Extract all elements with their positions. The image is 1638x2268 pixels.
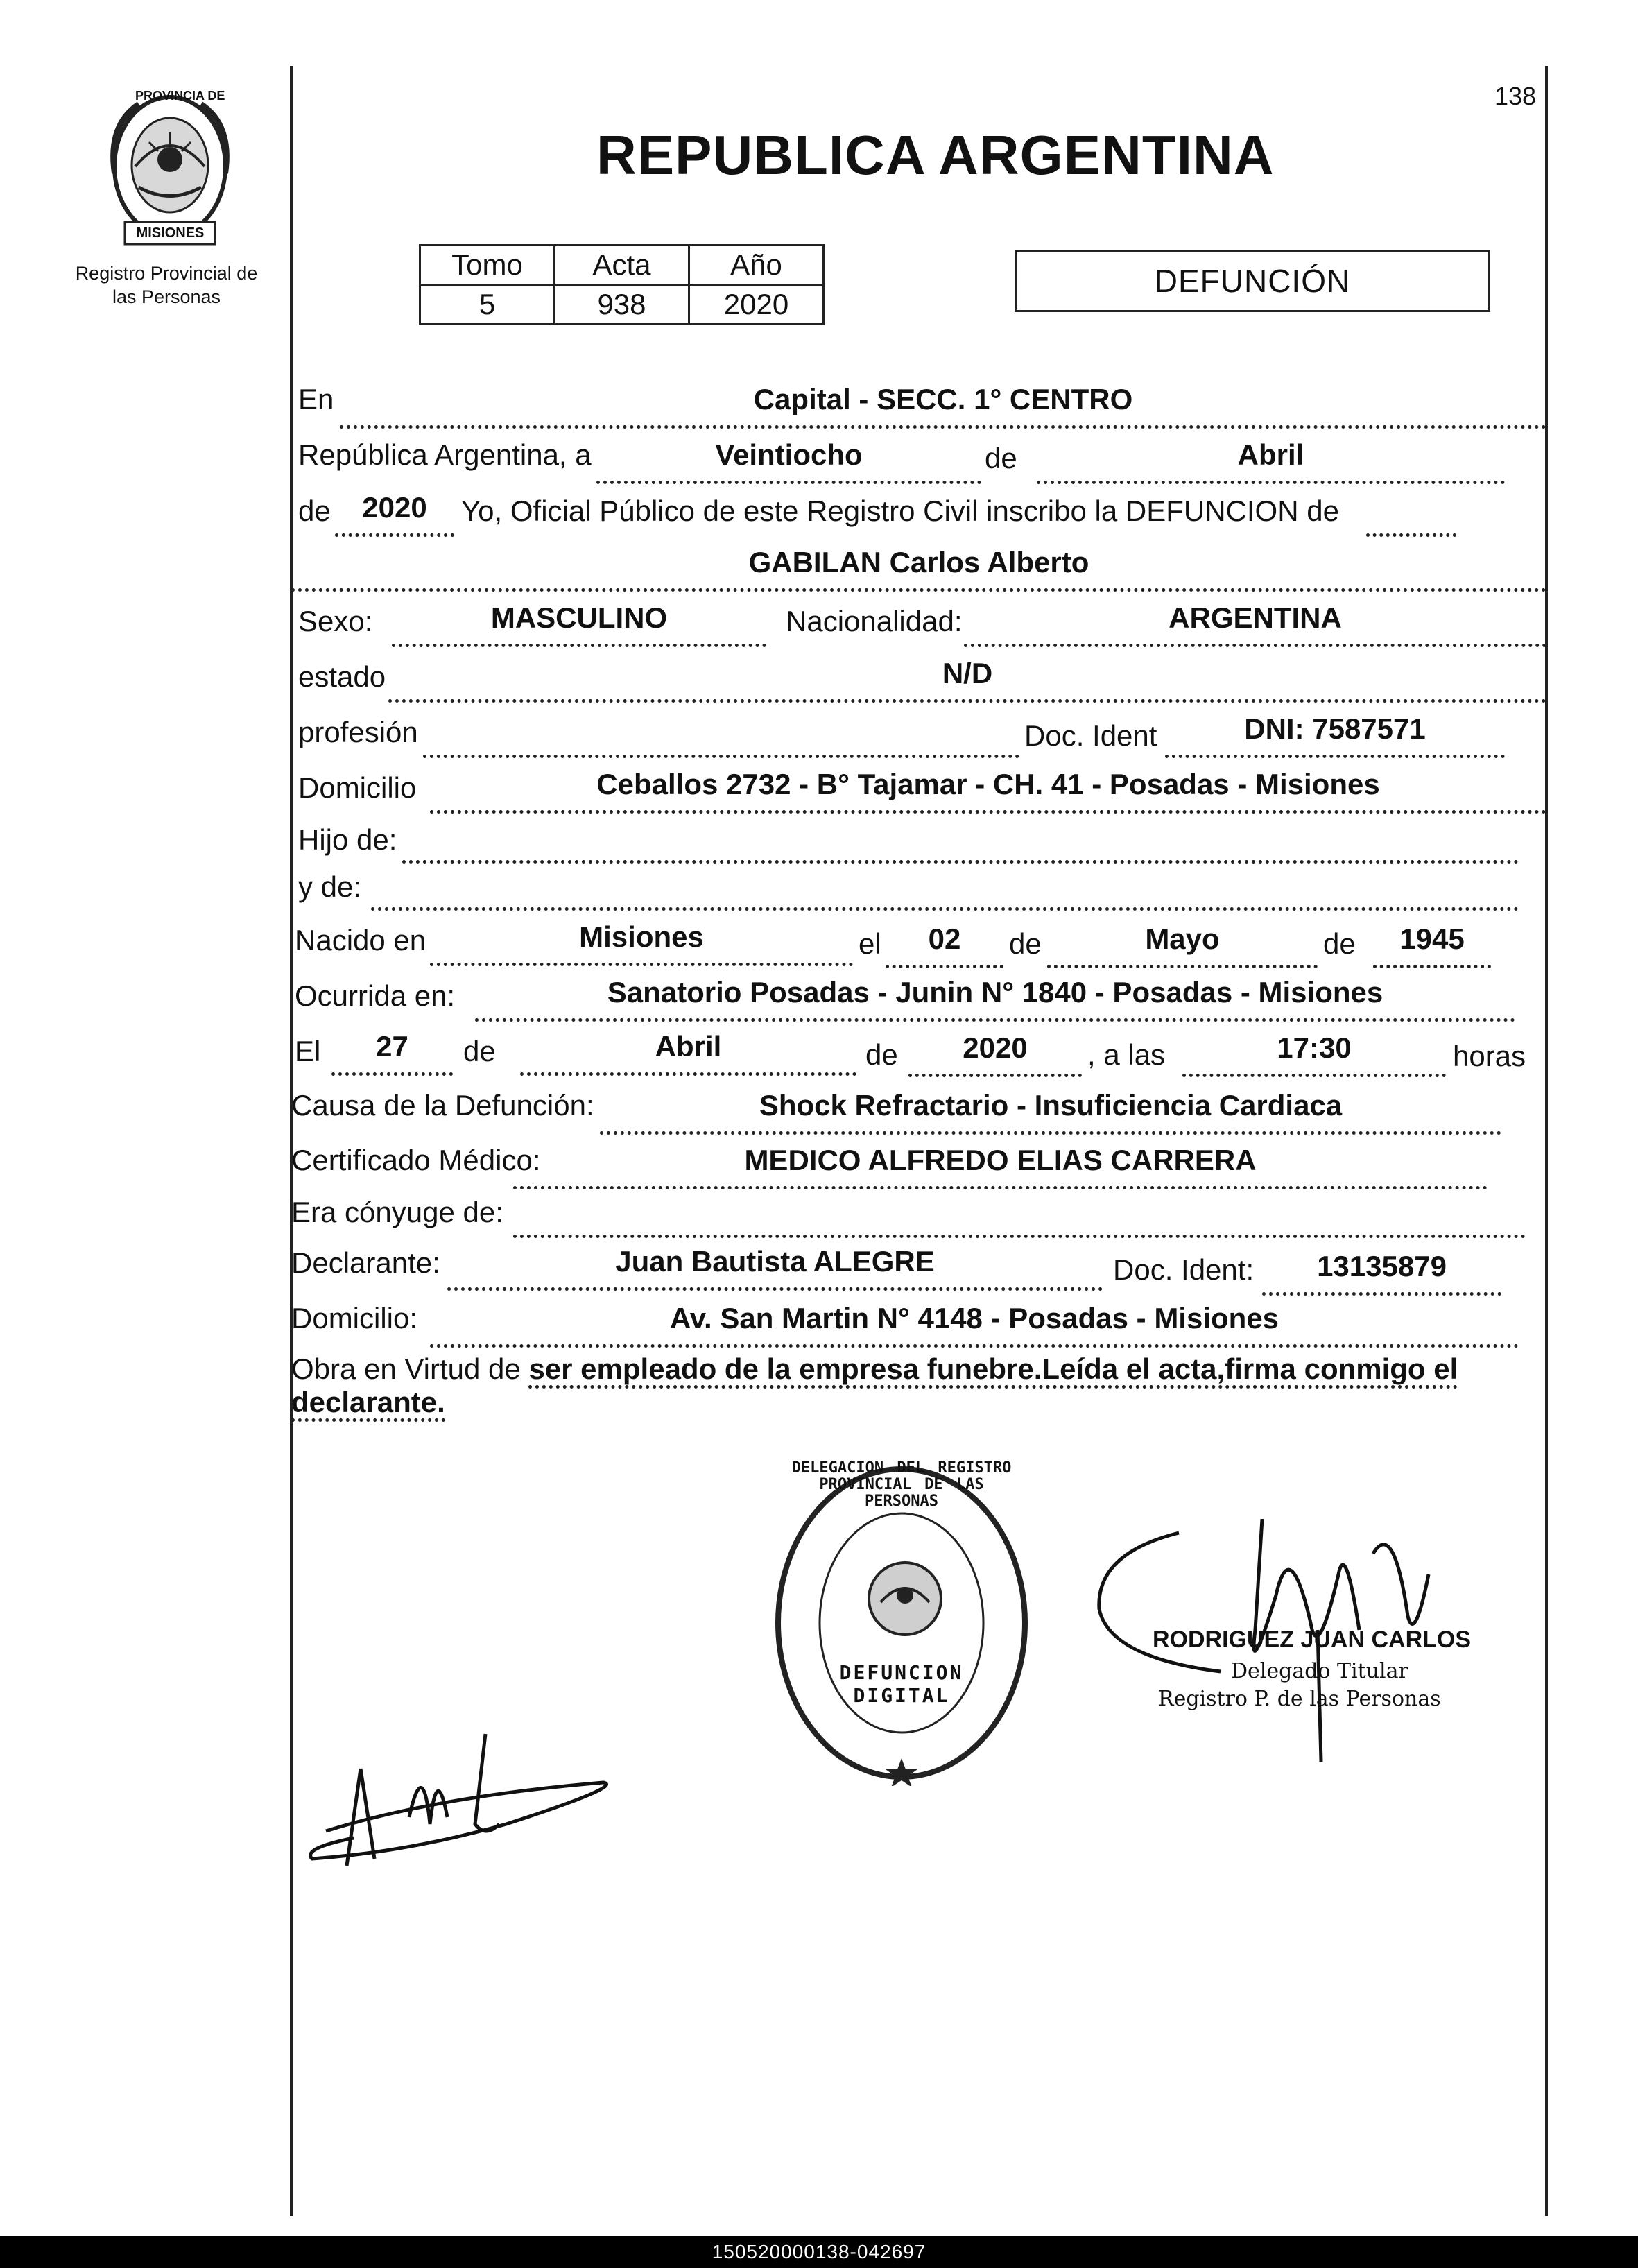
label-nacionalidad: Nacionalidad: (786, 605, 963, 637)
field-obra-en-virtud: ser empleado de la empresa funebre.Leída el acta,firma conmigo el declarante. (291, 1352, 1458, 1422)
label-el-defuncion: El (295, 1035, 321, 1067)
registry-value-row (420, 285, 824, 325)
label-doc-ident-declarante: Doc. Ident: (1113, 1253, 1255, 1286)
field-def-hora: 17:30 (1182, 1033, 1446, 1077)
label-estado: estado (298, 660, 386, 693)
field-nacionalidad: ARGENTINA (964, 603, 1546, 647)
footer-code: 150520000138-042697 (0, 2236, 1638, 2268)
label-y-de: y de: (298, 870, 362, 903)
field-dia-registro: Veintiocho (596, 440, 981, 484)
label-republica: República Argentina, a (298, 438, 592, 471)
field-def-dia: 27 (331, 1032, 453, 1076)
field-sexo: MASCULINO (392, 603, 766, 647)
field-declarante-domicilio: Av. San Martin N° 4148 - Posadas - Misiones (430, 1304, 1519, 1348)
field-defuncion-de-blank (1366, 493, 1456, 537)
registry-value-anio: 2020 (689, 285, 824, 325)
label-certificado: Certificado Médico: (291, 1144, 541, 1176)
field-declarante-doc: 13135879 (1262, 1252, 1501, 1296)
label-declarante: Declarante: (291, 1246, 440, 1279)
label-el-nacimiento: el (859, 927, 881, 960)
field-profesion (423, 714, 1019, 758)
label-domicilio: Domicilio (298, 771, 417, 804)
official-stamp (770, 1460, 1033, 1786)
field-def-anio: 2020 (908, 1033, 1082, 1077)
declarant-signature (298, 1720, 631, 1880)
field-estado: N/D (388, 659, 1546, 703)
logo-caption (55, 262, 277, 309)
field-doc-ident: DNI: 7587571 (1165, 714, 1505, 758)
label-en: En (298, 383, 334, 415)
label-de-nac-anio: de (1323, 927, 1356, 960)
label-domicilio-declarante: Domicilio: (291, 1302, 418, 1334)
logo-caption-line2: las Personas (112, 286, 221, 307)
label-ocurrida-en: Ocurrida en: (295, 979, 456, 1012)
registry-header-acta: Acta (555, 246, 689, 285)
document-type-box: DEFUNCIÓN (1015, 250, 1490, 312)
label-obra-en-virtud: Obra en Virtud de (291, 1352, 521, 1385)
label-doc-ident: Doc. Ident (1024, 719, 1157, 752)
registry-header-tomo: Tomo (420, 246, 555, 285)
field-lugar: Capital - SECC. 1° CENTRO (340, 385, 1546, 429)
field-y-de (371, 867, 1519, 911)
logo-caption-line1: Registro Provincial de (75, 263, 258, 284)
field-ocurrida-en: Sanatorio Posadas - Junin N° 1840 - Posadas - Misiones (475, 978, 1515, 1022)
field-difunto: GABILAN Carlos Alberto (291, 548, 1546, 592)
label-hijo-de: Hijo de: (298, 823, 397, 856)
field-nac-dia: 02 (886, 925, 1003, 968)
official-name: RODRIGUEZ JUAN CARLOS (1153, 1626, 1472, 1653)
seal-text-bottom: MISIONES (136, 225, 205, 241)
seal-text-top: PROVINCIA DE (135, 89, 225, 103)
obra-en-virtud-paragraph (291, 1352, 1540, 1419)
registry-table (419, 244, 825, 325)
registry-header-anio: Año (689, 246, 824, 285)
left-margin-line (290, 66, 293, 2216)
field-nac-mes: Mayo (1047, 925, 1318, 968)
field-causa: Shock Refractario - Insuficiencia Cardiaca (600, 1091, 1501, 1135)
registry-header-row (420, 246, 824, 285)
registry-value-acta: 938 (555, 285, 689, 325)
label-yo-texto: Yo, Oficial Público de este Registro Civil inscribo la DEFUNCION de (461, 495, 1339, 527)
label-de-nac-mes: de (1009, 927, 1042, 960)
field-nac-anio: 1945 (1373, 925, 1491, 968)
label-de-def-mes: de (463, 1035, 496, 1067)
page-number: 138 (1494, 82, 1537, 110)
registry-value-tomo: 5 (420, 285, 555, 325)
field-def-mes: Abril (520, 1032, 856, 1076)
label-a-las: , a las (1087, 1038, 1166, 1071)
label-causa: Causa de la Defunción: (291, 1089, 594, 1122)
stamp-inner-text: DEFUNCION DIGITAL (839, 1661, 964, 1707)
label-de-mes: de (985, 442, 1017, 474)
field-conyuge (513, 1194, 1526, 1238)
label-de-def-anio: de (865, 1038, 898, 1071)
field-nacido-en: Misiones (430, 922, 853, 966)
label-de-anio: de (298, 495, 331, 527)
field-certificado: MEDICO ALFREDO ELIAS CARRERA (513, 1146, 1488, 1189)
stamp-ring-text: DELEGACION DEL REGISTRO PROVINCIAL DE LAS PERSONAS (791, 1459, 1012, 1511)
page-title: REPUBLICA ARGENTINA (596, 124, 1275, 186)
label-nacido-en: Nacido en (295, 924, 426, 956)
label-horas: horas (1453, 1040, 1526, 1072)
official-role: Delegado Titular (1231, 1659, 1408, 1683)
field-declarante: Juan Bautista ALEGRE (447, 1247, 1103, 1291)
official-office: Registro P. de las Personas (1158, 1687, 1441, 1711)
provincial-seal-logo (97, 83, 243, 250)
label-profesion: profesión (298, 716, 418, 748)
field-mes-registro: Abril (1037, 440, 1505, 484)
label-sexo: Sexo: (298, 605, 373, 637)
label-conyuge: Era cónyuge de: (291, 1196, 503, 1228)
field-domicilio: Ceballos 2732 - B° Tajamar - CH. 41 - Posadas - Misiones (430, 770, 1546, 814)
field-hijo-de (402, 820, 1519, 864)
field-anio-registro: 2020 (335, 493, 454, 537)
